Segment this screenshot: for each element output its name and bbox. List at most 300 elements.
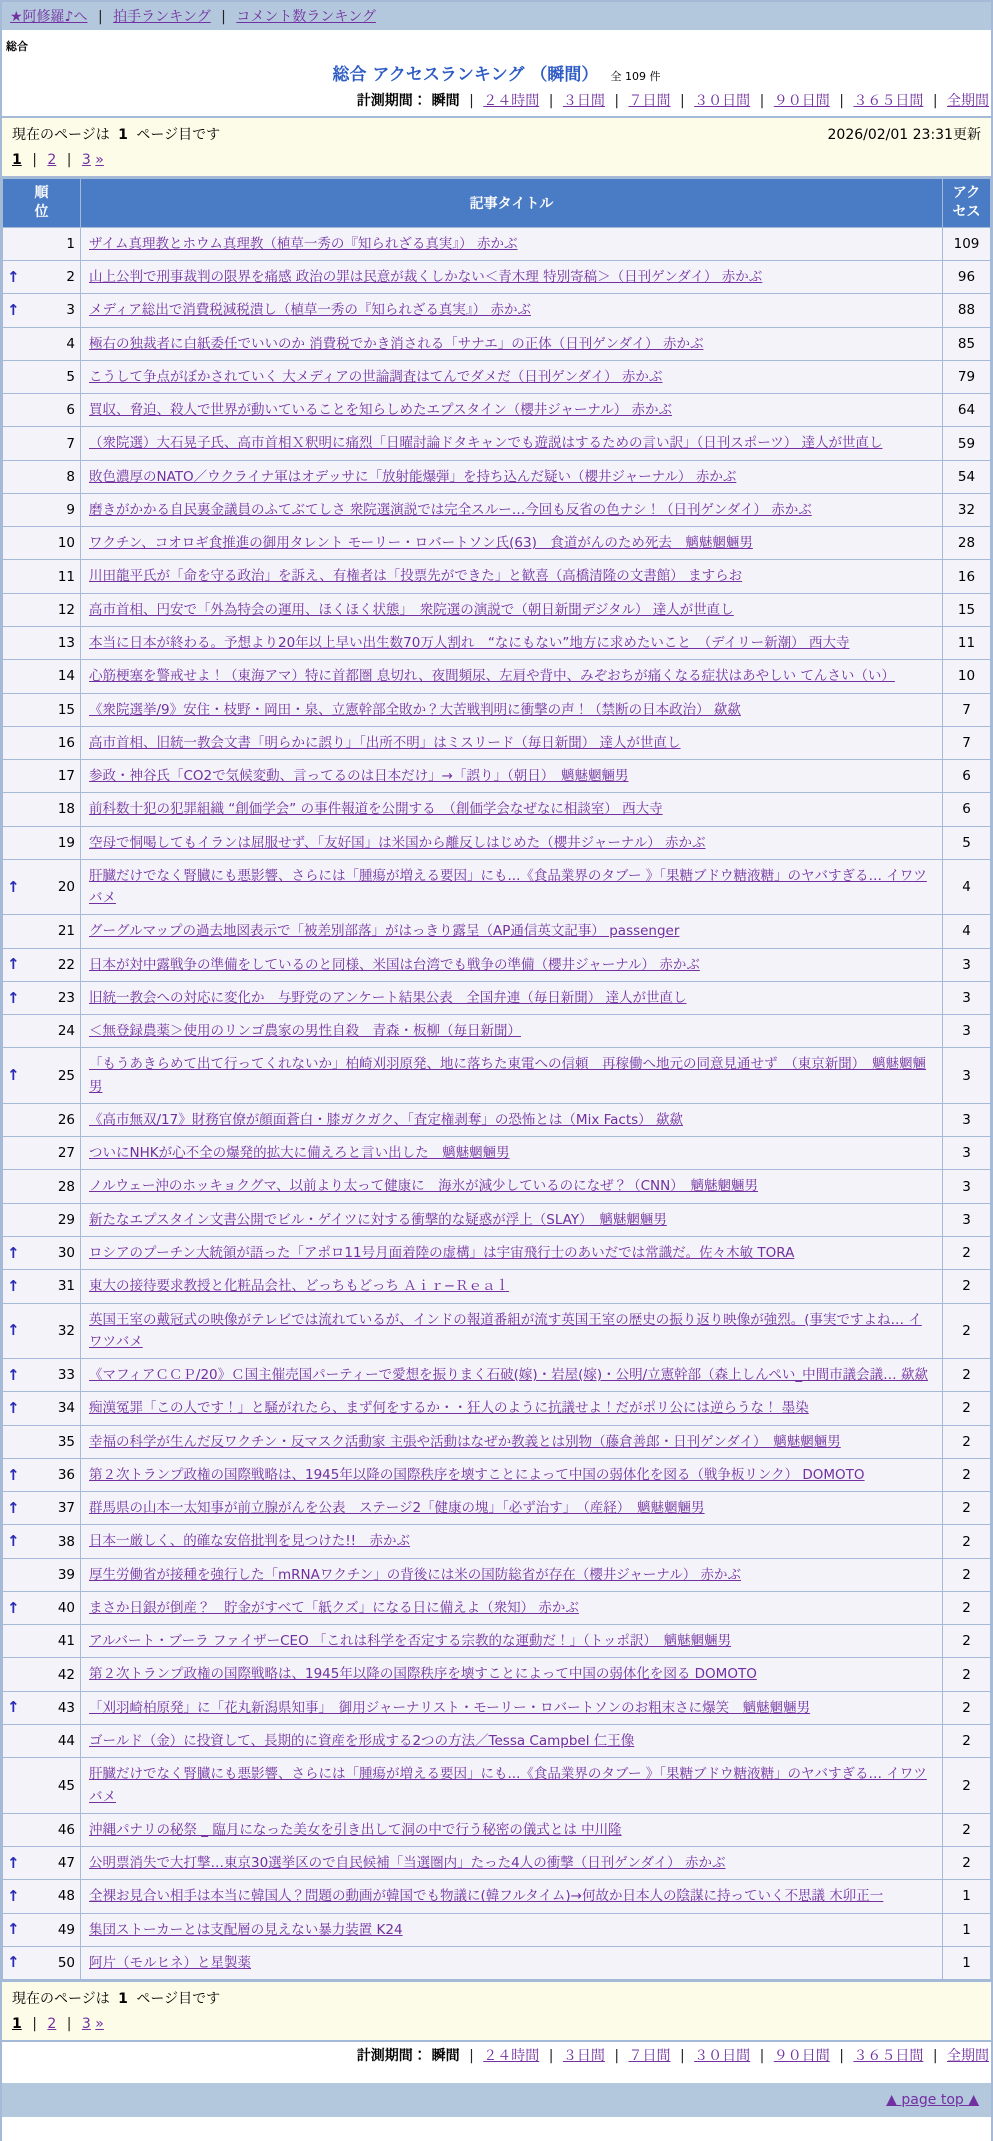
- title-cell: [81, 1425, 943, 1458]
- article-title-link[interactable]: 川田龍平氏が「命を守る政治」を訴え、有権者は「投票先ができた」と歓喜（高橋清隆の文書館） ますらお: [89, 568, 743, 585]
- current-page-number: 1: [118, 127, 128, 143]
- rank-cell: [3, 327, 81, 360]
- rank-up-arrow-icon: ↑: [7, 1598, 20, 1617]
- article-title-link[interactable]: 旧統一教会への対応に変化か 与野党のアンケート結果公表 全国弁連（毎日新聞） 達人が世直し: [89, 989, 687, 1006]
- rank-cell: [3, 1725, 81, 1758]
- rank-number: 1: [66, 235, 75, 252]
- rank-number: 25: [57, 1067, 75, 1084]
- table-row: [3, 1359, 991, 1392]
- article-title-link[interactable]: 第２次トランプ政権の国際戦略は、1945年以降の国際秩序を壊すことによって中国の弱体化を図る（戦争板リンク） DOMOTO: [89, 1466, 865, 1483]
- rank-wrap: [7, 1500, 75, 1516]
- rank-wrap: [7, 957, 75, 973]
- rank-wrap: [7, 502, 75, 518]
- article-title-link[interactable]: 肝臓だけでなく腎臓にも悪影響、さらには「腫瘍が増える要因」にも...《食品業界のタブー 》「果糖ブドウ糖液糖」のヤバすぎる… イワツバメ: [89, 1766, 927, 1805]
- rank-cell: [3, 1558, 81, 1591]
- rank-cell: [3, 626, 81, 659]
- rank-up-arrow-icon: ↑: [7, 1498, 20, 1517]
- rank-cell: [3, 1813, 81, 1846]
- period-link-2[interactable]: ３日間: [562, 2048, 605, 2065]
- rank-wrap: [7, 735, 75, 751]
- title-cell: [81, 826, 943, 859]
- current-page-number: 1: [118, 1991, 128, 2008]
- rank-number: 38: [57, 1533, 75, 1550]
- rank-wrap: [7, 801, 75, 817]
- rank-number: 39: [57, 1566, 75, 1583]
- rank-wrap: [7, 1278, 75, 1294]
- title-cell: [81, 1813, 943, 1846]
- current-page-text: [12, 124, 220, 144]
- period-label: 計測期間：: [356, 2048, 432, 2065]
- article-title-link[interactable]: 前科数十犯の犯罪組織 “創価学会” の事件報道を公開する （創価学会なぜなに相談室） 西大寺: [89, 801, 663, 818]
- page-separator: |: [27, 152, 42, 168]
- page-link-2[interactable]: 2: [47, 152, 57, 168]
- rank-wrap: [7, 668, 75, 684]
- rank-cell: [3, 294, 81, 327]
- table-row: [3, 793, 991, 826]
- rank-cell: [3, 1691, 81, 1724]
- period-link-3[interactable]: ７日間: [628, 2048, 671, 2065]
- access-count: 3: [943, 1137, 991, 1170]
- rank-up-arrow-icon: ↑: [7, 955, 20, 974]
- rank-cell: [3, 981, 81, 1014]
- table-row: [3, 1137, 991, 1170]
- table-row: [3, 1303, 991, 1359]
- table-row: [3, 1492, 991, 1525]
- table-row: [3, 1847, 991, 1880]
- ranking-table-body: [3, 227, 991, 1979]
- period-link-5[interactable]: ９０日間: [773, 2048, 830, 2065]
- rank-wrap: [7, 1068, 75, 1084]
- rank-wrap: [7, 1778, 75, 1794]
- rank-up-arrow-icon: ↑: [7, 1920, 20, 1939]
- rank-cell: [3, 593, 81, 626]
- article-title-link[interactable]: 厚生労働省が接種を強行した「mRNAワクチン」の背後には米の国防総省が存在（櫻井ジャーナル） 赤かぶ: [89, 1566, 742, 1583]
- access-count: 2: [943, 1458, 991, 1491]
- table-row: [3, 1458, 991, 1491]
- period-separator: |: [755, 93, 769, 109]
- table-row: [3, 1270, 991, 1303]
- rank-wrap: [7, 990, 75, 1006]
- nav-link-2[interactable]: 拍手ランキング: [113, 9, 211, 25]
- period-separator: |: [464, 2048, 479, 2065]
- table-row: [3, 760, 991, 793]
- current-page-text-post: ページ目です: [131, 1991, 221, 2008]
- article-title-link[interactable]: 群馬県の山本一太知事が前立腺がんを公表 ステージ2「健康の塊」「必ず治す」 （産経） 魑魅魍魎男: [89, 1500, 705, 1517]
- article-title-link[interactable]: ノルウェー沖のホッキョクグマ、以前より太って健康に 海氷が減少しているのになぜ？（CNN） 魑魅魍魎男: [89, 1178, 758, 1195]
- rank-cell: [3, 1103, 81, 1136]
- rank-cell: [3, 1913, 81, 1946]
- rank-cell: [3, 1758, 81, 1814]
- article-title-link[interactable]: ザイム真理教とホウム真理教（植草一秀の『知られざる真実』） 赤かぶ: [89, 235, 518, 252]
- title-cell: [81, 1492, 943, 1525]
- article-title-link[interactable]: 第２次トランプ政権の国際戦略は、1945年以降の国際秩序を壊すことによって中国の弱体化を図る DOMOTO: [89, 1666, 757, 1683]
- article-title-link[interactable]: 痴漢冤罪「この人です！」と騒がれたら、まず何をするか・・狂人のように抗議せよ！だがポリ公には逆らうな！ 墨染: [89, 1400, 809, 1417]
- period-link-7[interactable]: 全期間: [947, 93, 989, 109]
- period-link-7[interactable]: 全期間: [947, 2048, 989, 2065]
- page-link-3[interactable]: 3: [81, 152, 91, 168]
- article-title-link[interactable]: ついにNHKが心不全の爆発的拡大に備えろと言い出した 魑魅魍魎男: [89, 1145, 510, 1162]
- title-cell: [81, 1691, 943, 1724]
- article-title-link[interactable]: 沖縄パナリの秘祭 _ 臨月になった美女を引き出して洞の中で行う秘密の儀式とは 中川隆: [89, 1821, 622, 1838]
- table-row: [3, 1691, 991, 1724]
- article-title-link[interactable]: 《衆院選挙/9》安住・枝野・岡田・泉、立憲幹部全敗か？大苦戦判明に衝撃の声！（禁断の日本政治） 歘歘: [89, 701, 741, 718]
- title-cell: [81, 1359, 943, 1392]
- rank-up-arrow-icon: ↑: [7, 1698, 20, 1717]
- rank-cell: [3, 527, 81, 560]
- period-separator: |: [928, 93, 942, 109]
- access-count: 2: [943, 1625, 991, 1658]
- access-count: 2: [943, 1525, 991, 1558]
- access-count: 2: [943, 1303, 991, 1359]
- title-cell: [81, 1625, 943, 1658]
- rank-number: 8: [66, 468, 75, 485]
- rank-number: 24: [57, 1023, 75, 1040]
- table-row: [3, 1725, 991, 1758]
- page-top-link[interactable]: ▲ page top ▲: [886, 2092, 979, 2109]
- rank-number: 33: [57, 1367, 75, 1384]
- period-link-6[interactable]: ３６５日間: [853, 2048, 924, 2065]
- article-title-link[interactable]: ゴールド（金）に投資して、長期的に資産を形成する2つの方法／Tessa Campbel 仁王像: [89, 1733, 635, 1749]
- period-link-1[interactable]: ２４時間: [483, 2048, 540, 2065]
- article-title-link[interactable]: 空母で恫喝してもイランは屈服せず、「友好国」は米国から離反しはじめた（櫻井ジャーナル） 赤かぶ: [89, 834, 706, 851]
- rank-wrap: [7, 879, 75, 895]
- next-page-link[interactable]: »: [95, 152, 104, 168]
- article-title-link[interactable]: 参政・神谷氏「CO2で気候変動、言ってるのは日本だけ」→「誤り」（朝日） 魑魅魍魎男: [89, 768, 629, 785]
- rank-wrap: [7, 768, 75, 784]
- rank-cell: [3, 427, 81, 460]
- article-title-link[interactable]: 磨きがかかる自民裏金議員のふてぶてしさ 衆院選演説では完全スルー…今回も反省の色ナシ！（日刊ゲンダイ） 赤かぶ: [89, 501, 812, 518]
- rank-number: 13: [57, 635, 75, 652]
- rank-number: 40: [57, 1600, 75, 1617]
- article-title-link[interactable]: 日本が対中露戦争の準備をしているのと同様、米国は台湾でも戦争の準備（櫻井ジャーナル） 赤かぶ: [89, 956, 700, 973]
- access-count: 3: [943, 1203, 991, 1236]
- page-number-links: [12, 2016, 981, 2032]
- table-row: [3, 826, 991, 859]
- access-count: 2: [943, 1492, 991, 1525]
- current-page-text: [12, 1988, 220, 2008]
- table-row: [3, 1525, 991, 1558]
- title-cell: [81, 1558, 943, 1591]
- table-row: [3, 1048, 991, 1104]
- rank-cell: [3, 1946, 81, 1979]
- rank-cell: [3, 726, 81, 759]
- rank-wrap: [7, 436, 75, 452]
- rank-wrap: [7, 535, 75, 551]
- access-count: 3: [943, 1015, 991, 1048]
- rank-number: 46: [57, 1821, 75, 1838]
- page-number-links: [12, 152, 981, 168]
- table-row: [3, 1103, 991, 1136]
- access-count: 28: [943, 527, 991, 560]
- updated-timestamp: 2026/02/01 23:31更新: [827, 127, 981, 143]
- article-title-link[interactable]: 高市首相、円安で「外為特会の運用、ほくほく状態」 衆院選の演説で（朝日新聞デジタル） 達人が世直し: [89, 601, 734, 618]
- rank-cell: [3, 1137, 81, 1170]
- access-count: 6: [943, 760, 991, 793]
- page-link-current[interactable]: 1: [12, 2016, 22, 2033]
- title-cell: [81, 460, 943, 493]
- rank-number: 22: [57, 956, 75, 973]
- table-row: [3, 1658, 991, 1691]
- rank-wrap: [7, 1400, 75, 1416]
- period-separator: |: [464, 93, 479, 109]
- title-cell: [81, 394, 943, 427]
- rank-up-arrow-icon: ↑: [7, 1465, 20, 1484]
- access-count: 2: [943, 1813, 991, 1846]
- period-link-5[interactable]: ９０日間: [773, 93, 830, 109]
- rank-wrap: [7, 336, 75, 352]
- table-row: [3, 948, 991, 981]
- rank-number: 32: [57, 1322, 75, 1339]
- access-count: 96: [943, 261, 991, 294]
- access-count: 2: [943, 1691, 991, 1724]
- article-title-link[interactable]: メディア総出で消費税減税潰し（植草一秀の『知られざる真実』） 赤かぶ: [89, 302, 531, 319]
- table-row: [3, 527, 991, 560]
- access-count: 7: [943, 693, 991, 726]
- article-title-link[interactable]: まさか日銀が倒産？ 貯金がすべて「紙クズ」になる日に備えよ（衆知） 赤かぶ: [89, 1599, 579, 1616]
- access-count: 3: [943, 1103, 991, 1136]
- rank-up-arrow-icon: ↑: [7, 1365, 20, 1384]
- article-title-link[interactable]: 全裸お見合い相手は本当に韓国人？問題の動画が韓国でも物議に(韓フルタイム)→何故か日本人の陰謀に持っていく不思議 木卯正一: [89, 1888, 884, 1905]
- rank-number: 19: [57, 834, 75, 851]
- article-title-link[interactable]: 山上公判で刑事裁判の限界を痛感 政治の罪は民意が裁くしかない＜青木理 特別寄稿＞（日刊ゲンダイ） 赤かぶ: [89, 269, 763, 286]
- period-link-6[interactable]: ３６５日間: [853, 93, 924, 109]
- article-title-link[interactable]: 《マフィアＣＣＰ/20》Ｃ国主催売国パーティーで愛想を振りまく石破(嫁)・岩屋(嫁)・公明/立憲幹部（森上しんぺい_中間市議会議… 歘歘: [89, 1367, 928, 1384]
- title-cell: [81, 981, 943, 1014]
- pagination-box: [2, 116, 991, 178]
- rank-wrap: [7, 602, 75, 618]
- title-cell: [81, 1270, 943, 1303]
- title-cell: [81, 227, 943, 260]
- article-title-link[interactable]: ＜無登録農薬＞使用のリンゴ農家の男性自殺 青森・板柳（毎日新聞）: [89, 1023, 521, 1040]
- nav-link-3[interactable]: コメント数ランキング: [236, 9, 376, 25]
- title-cell: [81, 660, 943, 693]
- table-row: [3, 360, 991, 393]
- table-row: [3, 1170, 991, 1203]
- access-count: 59: [943, 427, 991, 460]
- rank-cell: [3, 1203, 81, 1236]
- table-row: [3, 981, 991, 1014]
- article-title-link[interactable]: 日本一厳しく、的確な安倍批判を見つけた!! 赤かぶ: [89, 1533, 411, 1550]
- article-title-link[interactable]: アルバート・ブーラ ファイザーCEO 「これは科学を否定する宗教的な運動だ！」（トッポ訳） 魑魅魍魎男: [89, 1633, 732, 1650]
- access-count: 79: [943, 360, 991, 393]
- rank-cell: [3, 1591, 81, 1624]
- table-row: [3, 1558, 991, 1591]
- title-cell: [81, 1170, 943, 1203]
- title-cell: [81, 859, 943, 915]
- article-title-link[interactable]: こうして争点がぼかされていく 大メディアの世論調査はてんでダメだ（日刊ゲンダイ） 赤かぶ: [89, 368, 663, 385]
- rank-cell: [3, 1270, 81, 1303]
- rank-wrap: [7, 1888, 75, 1904]
- rank-wrap: [7, 1955, 75, 1971]
- article-title-link[interactable]: 高市首相、旧統一教会文書「明らかに誤り」「出所不明」はミスリード（毎日新聞） 達人が世直し: [89, 734, 681, 751]
- period-separator: |: [675, 2048, 690, 2065]
- rank-number: 17: [57, 768, 75, 785]
- rank-up-arrow-icon: ↑: [7, 1532, 20, 1551]
- rank-wrap: [7, 702, 75, 718]
- rank-number: 4: [66, 335, 75, 352]
- page-separator: |: [62, 2016, 76, 2033]
- period-selector: [2, 87, 991, 116]
- rank-number: 44: [57, 1733, 75, 1750]
- rank-wrap: [7, 1733, 75, 1749]
- article-title-link[interactable]: ロシアのプーチン大統領が語った「アポロ11号月面着陸の虚構」は宇宙飛行士のあいだでは常識だ。佐々木敏 TORA: [89, 1245, 795, 1262]
- rank-up-arrow-icon: ↑: [7, 988, 20, 1007]
- table-row: [3, 1625, 991, 1658]
- rank-cell: [3, 1658, 81, 1691]
- period-link-4[interactable]: ３０日間: [694, 2048, 751, 2065]
- ranking-table: [2, 178, 991, 1980]
- access-count: 15: [943, 593, 991, 626]
- rank-number: 42: [57, 1666, 75, 1683]
- rank-number: 6: [66, 402, 75, 419]
- page-link-3[interactable]: 3: [81, 2016, 91, 2033]
- rank-cell: [3, 760, 81, 793]
- title-cell: [81, 593, 943, 626]
- article-title-link[interactable]: ワクチン、コオロギ食推進の御用タレント モーリー・ロバートソン氏(63) 食道がんのため死去 魑魅魍魎男: [89, 535, 753, 552]
- rank-cell: [3, 560, 81, 593]
- period-link-1[interactable]: ２４時間: [483, 93, 540, 109]
- rank-number: 34: [57, 1400, 75, 1417]
- rank-number: 35: [57, 1433, 75, 1450]
- access-count: 4: [943, 859, 991, 915]
- access-count: 3: [943, 1048, 991, 1104]
- rank-number: 23: [57, 990, 75, 1007]
- access-count: 2: [943, 1558, 991, 1591]
- article-title-link[interactable]: 英国王室の戴冠式の映像がテレビでは流れているが、インドの報道番組が流す英国王室の歴史の振り返り映像が強烈。(事実ですよね… イワツバメ: [89, 1311, 922, 1350]
- title-cell: [81, 1847, 943, 1880]
- current-page-text-post: ページ目です: [131, 127, 221, 143]
- category-label: 総合: [6, 40, 28, 53]
- table-row: [3, 1237, 991, 1270]
- table-row: [3, 1425, 991, 1458]
- page-link-2[interactable]: 2: [47, 2016, 57, 2033]
- article-title-link[interactable]: 肝臓だけでなく腎臓にも悪影響、さらには「腫瘍が増える要因」にも...《食品業界のタブー 》「果糖ブドウ糖液糖」のヤバすぎる… イワツバメ: [89, 867, 927, 907]
- title-line: [2, 56, 991, 87]
- rank-wrap: [7, 1023, 75, 1039]
- table-row: [3, 394, 991, 427]
- access-count: 2: [943, 1237, 991, 1270]
- article-title-link[interactable]: 新たなエプスタイン文書公開でビル・ゲイツに対する衝撃的な疑惑が浮上（SLAY） 魑魅魍魎男: [89, 1211, 667, 1228]
- page-separator: |: [62, 152, 76, 168]
- period-label: 計測期間：: [356, 93, 432, 109]
- article-title-link[interactable]: 《高市無双/17》財務官僚が顔面蒼白・膝ガクガク、「査定権剥奪」の恐怖とは（Mix Facts） 歘歘: [89, 1111, 683, 1128]
- rank-number: 41: [57, 1633, 75, 1650]
- rank-cell: [3, 1525, 81, 1558]
- page-link-current[interactable]: 1: [12, 152, 22, 168]
- rank-cell: [3, 394, 81, 427]
- access-count: 2: [943, 1847, 991, 1880]
- access-count: 10: [943, 660, 991, 693]
- rank-wrap: [7, 1822, 75, 1838]
- article-title-link[interactable]: 幸福の科学が生んだ反ワクチン・反マスク活動家 主張や活動はなぜか教義とは別物（藤倉善郎・日刊ゲンダイ） 魑魅魍魎男: [89, 1433, 841, 1450]
- rank-up-arrow-icon: ↑: [7, 267, 20, 286]
- rank-up-arrow-icon: ↑: [7, 300, 20, 319]
- table-header-row: [3, 179, 991, 228]
- period-separator: |: [544, 2048, 558, 2065]
- article-title-link[interactable]: 心筋梗塞を警戒せよ！（東海アマ）特に首都圏 息切れ、夜間頻尿、左肩や背中、みぞおちが痛くなる症状はあやしい てんさい（い）: [89, 668, 895, 685]
- article-title-link[interactable]: （衆院選）大石晃子氏、高市首相Ｘ釈明に痛烈「日曜討論ドタキャンでも遊説はするための言い訳」（日刊スポーツ） 達人が世直し: [89, 435, 883, 452]
- title-cell: [81, 1048, 943, 1104]
- period-link-3[interactable]: ７日間: [628, 93, 671, 109]
- rank-wrap: [7, 1212, 75, 1228]
- access-count: 2: [943, 1425, 991, 1458]
- rank-up-arrow-icon: ↑: [7, 1398, 20, 1417]
- access-count: 2: [943, 1392, 991, 1425]
- access-count: 32: [943, 493, 991, 526]
- article-title-link[interactable]: 集団ストーカーとは支配層の見えない暴力装置 K24: [89, 1921, 403, 1938]
- rank-wrap: [7, 835, 75, 851]
- article-title-link[interactable]: グーグルマップの過去地図表示で「被差別部落」がはっきり露呈（AP通信英文記事） passenger: [89, 923, 680, 940]
- table-row: [3, 327, 991, 360]
- rank-wrap: [7, 1600, 75, 1616]
- table-row: [3, 1392, 991, 1425]
- table-row: [3, 915, 991, 948]
- article-title-link[interactable]: 東大の接待要求教授と化粧品会社、どっちもどっち Ａｉｒ−Ｒｅａｌ: [89, 1278, 510, 1295]
- article-title-link[interactable]: 本当に日本が終わる。予想より20年以上早い出生数70万人割れ “なにもない”地方に求めたいこと （デイリー新潮） 西大寺: [89, 634, 850, 651]
- access-count: 6: [943, 793, 991, 826]
- table-row: [3, 560, 991, 593]
- rank-number: 43: [57, 1699, 75, 1716]
- nav-link-1[interactable]: ★阿修羅♪へ: [10, 9, 88, 25]
- article-title-link[interactable]: 「刈羽崎柏原発」に「花丸新潟県知事」 御用ジャーナリスト・モーリー・ロバートソンのお粗末さに爆笑 魑魅魍魎男: [89, 1699, 811, 1716]
- title-cell: [81, 726, 943, 759]
- rank-up-arrow-icon: ↑: [7, 1321, 20, 1340]
- article-title-link[interactable]: 阿片（モルヒネ）と星製薬: [89, 1954, 251, 1971]
- rank-up-arrow-icon: ↑: [7, 1276, 20, 1295]
- period-link-2[interactable]: ３日間: [562, 93, 605, 109]
- rank-number: 9: [66, 502, 75, 519]
- title-cell: [81, 948, 943, 981]
- rank-number: 45: [57, 1777, 75, 1794]
- access-count: 5: [943, 826, 991, 859]
- rank-number: 31: [57, 1278, 75, 1295]
- period-separator: |: [928, 2048, 942, 2065]
- access-count: 3: [943, 948, 991, 981]
- rank-cell: [3, 693, 81, 726]
- article-title-link[interactable]: 敗色濃厚のNATO／ウクライナ軍はオデッサに「放射能爆弾」を持ち込んだ疑い（櫻井ジャーナル） 赤かぶ: [89, 468, 737, 485]
- article-title-link[interactable]: 買収、脅迫、殺人で世界が動いていることを知らしめたエプスタイン（櫻井ジャーナル） 赤かぶ: [89, 402, 673, 419]
- period-link-4[interactable]: ３０日間: [694, 93, 751, 109]
- nav-separator: |: [216, 9, 231, 25]
- rank-cell: [3, 1425, 81, 1458]
- rank-up-arrow-icon: ↑: [7, 1066, 20, 1085]
- table-row: [3, 1913, 991, 1946]
- article-title-link[interactable]: 「もうあきらめて出て行ってくれないか」柏崎刈羽原発、地に落ちた東電への信頼 再稼働へ地元の同意見通せず （東京新聞） 魑魅魍魎男: [89, 1056, 926, 1095]
- title-cell: [81, 294, 943, 327]
- title-cell: [81, 1880, 943, 1913]
- title-cell: [81, 1525, 943, 1558]
- rank-up-arrow-icon: ↑: [7, 1886, 20, 1905]
- article-title-link[interactable]: 公明票消失で大打撃…東京30選挙区ので自民候補「当選圏内」たった4人の衝撃（日刊ゲンダイ） 赤かぶ: [89, 1855, 726, 1872]
- rank-number: 28: [57, 1178, 75, 1195]
- next-page-link[interactable]: »: [95, 2016, 104, 2033]
- table-row: [3, 693, 991, 726]
- current-page-text-pre: 現在のページは: [12, 1991, 115, 2008]
- article-title-link[interactable]: 極右の独裁者に白紙委任でいいのか 消費税でかき消される「サナエ」の正体（日刊ゲンダイ） 赤かぶ: [89, 335, 704, 352]
- table-row: [3, 227, 991, 260]
- title-cell: [81, 1913, 943, 1946]
- title-cell: [81, 1137, 943, 1170]
- title-cell: [81, 1392, 943, 1425]
- period-separator: |: [609, 2048, 624, 2065]
- title-cell: [81, 1725, 943, 1758]
- rank-cell: [3, 915, 81, 948]
- rank-wrap: [7, 1567, 75, 1583]
- title-cell: [81, 560, 943, 593]
- rank-wrap: [7, 1700, 75, 1716]
- table-row: [3, 1813, 991, 1846]
- title-cell: [81, 1237, 943, 1270]
